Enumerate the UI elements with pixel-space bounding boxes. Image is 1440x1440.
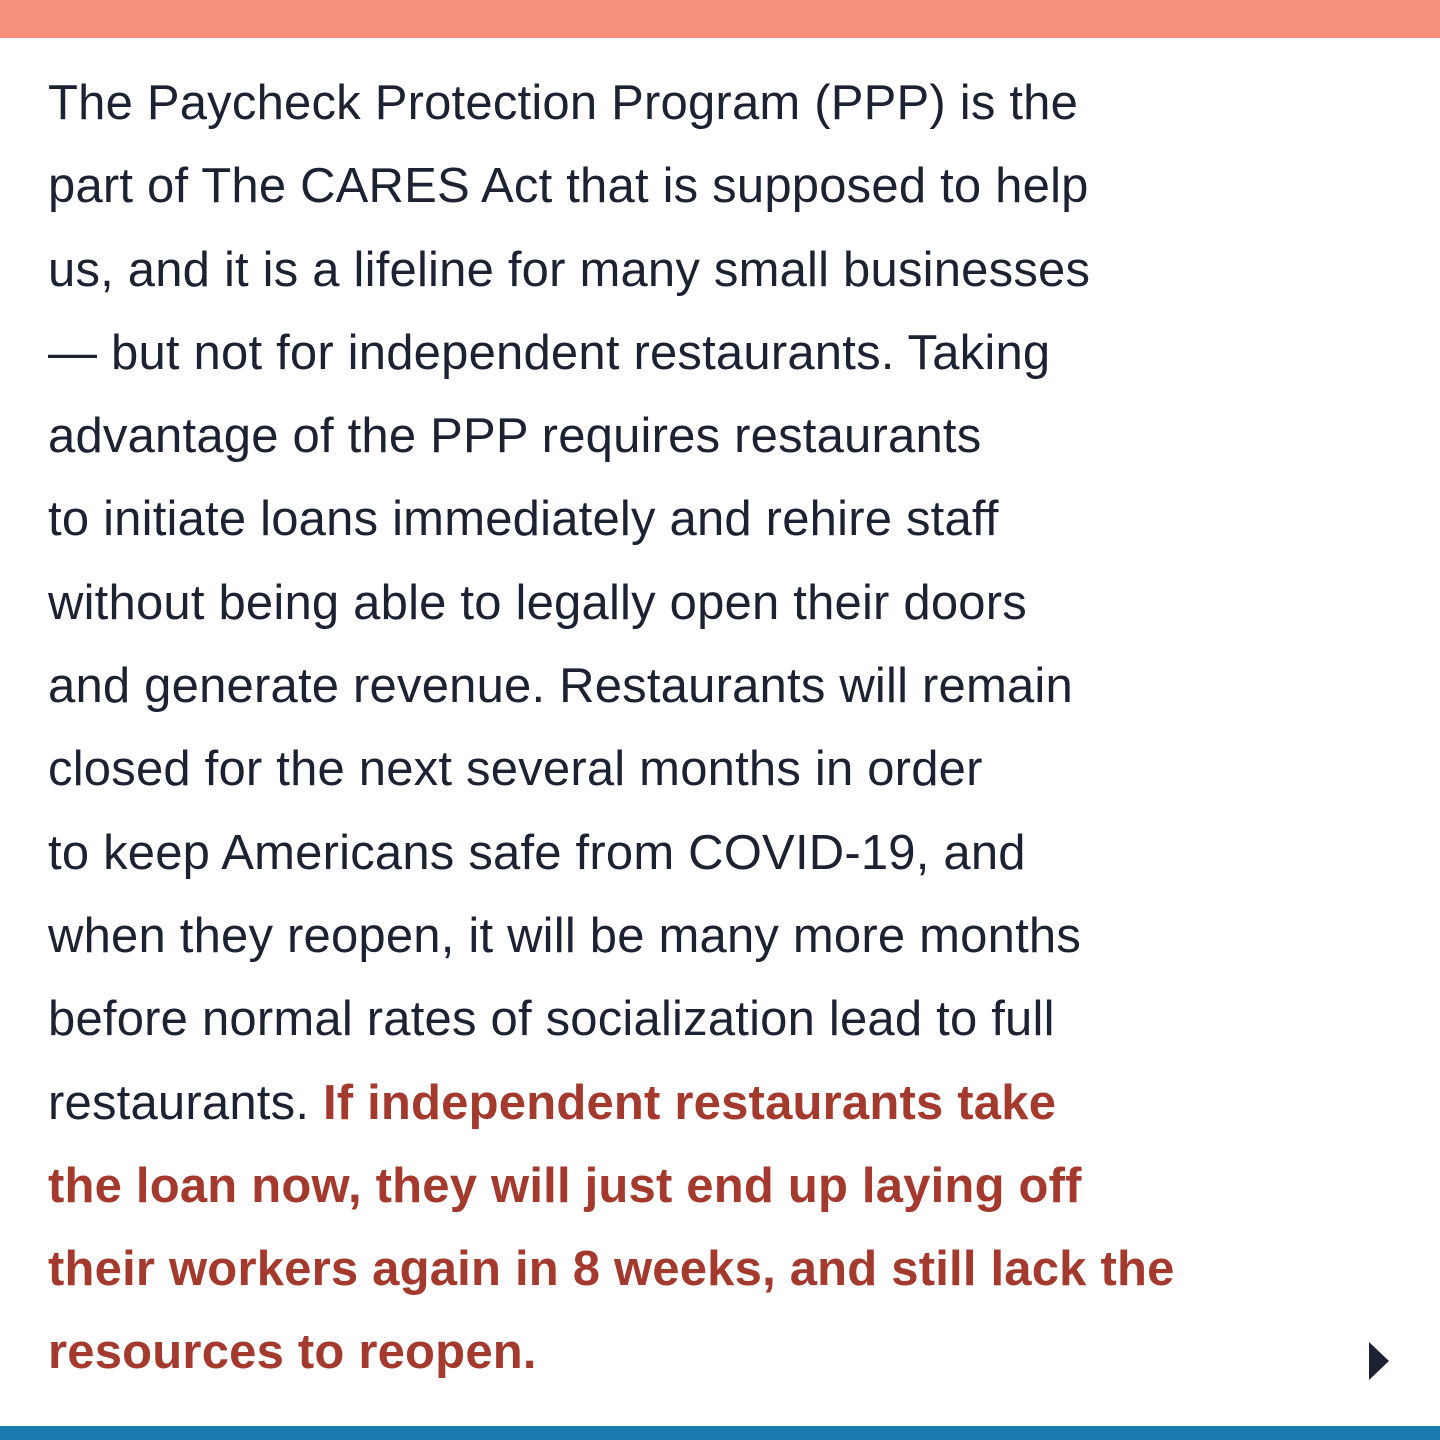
mixed-text-line [48,1062,1378,1145]
text-line: when they reopen, it will be many more months [48,908,1082,963]
highlighted-warning-line: the loan now, they will just end up laying off [48,1158,1082,1213]
highlighted-warning-line: their workers again in 8 weeks, and still lack the [48,1242,1175,1297]
highlighted-warning-line: resources to reopen. [48,1325,537,1380]
top-accent-bar [0,0,1440,38]
next-arrow-icon[interactable] [1366,1340,1392,1382]
highlighted-warning-start: If independent restaurants take [322,1075,1057,1130]
text-line: to initiate loans immediately and rehire staff [48,492,999,547]
bottom-accent-bar [0,1426,1440,1440]
text-line: before normal rates of socialization lead to full [48,992,1055,1047]
text-line: advantage of the PPP requires restaurants [48,409,982,464]
restaurants-sentence-end: restaurants. [48,1075,323,1130]
text-line: — but not for independent restaurants. Taking [48,325,1051,380]
text-line: part of The CARES Act that is supposed to help [48,159,1089,214]
text-line: us, and it is a lifeline for many small businesses [48,242,1091,297]
text-line: The Paycheck Protection Program (PPP) is the [48,76,1079,130]
text-line: to keep Americans safe from COVID-19, and [48,825,1026,880]
text-line: without being able to legally open their doors [48,575,1027,630]
text-line: closed for the next several months in order [48,742,983,797]
paycheck-protection-text [48,62,1378,1395]
text-line: and generate revenue. Restaurants will remain [48,659,1073,714]
